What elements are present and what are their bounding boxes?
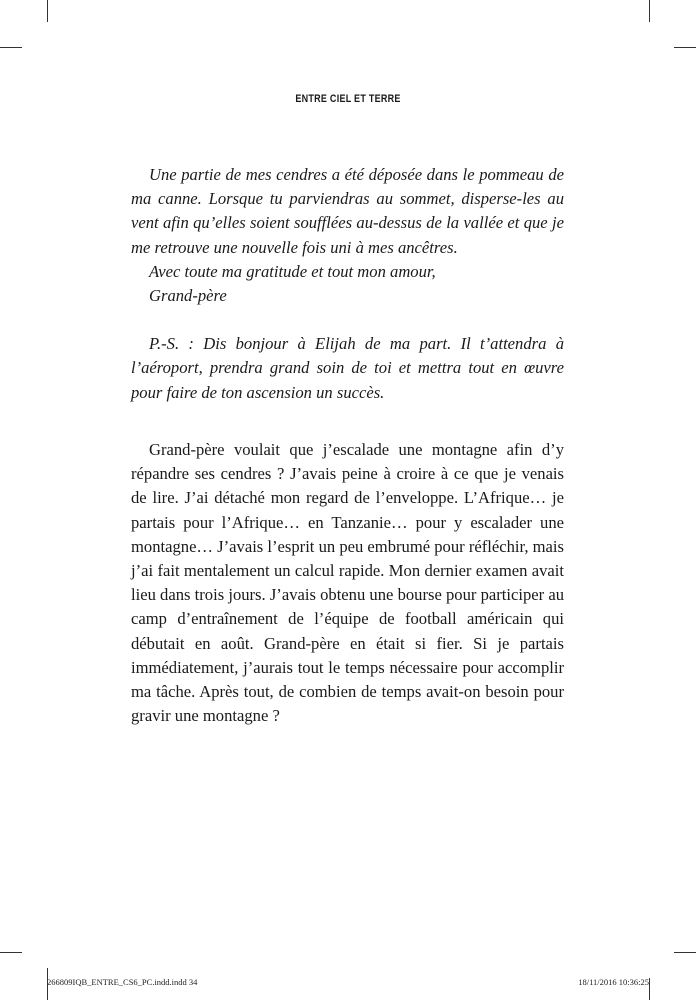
slug-file-name: 266809IQB_ENTRE_CS6_PC.indd.indd 34 xyxy=(47,977,198,987)
letter-signature: Grand-père xyxy=(149,286,227,306)
slug-timestamp: 18/11/2016 10:36:25 xyxy=(578,977,649,987)
letter-closing: Avec toute ma gratitude et tout mon amour, xyxy=(149,261,436,281)
body-text xyxy=(131,438,564,728)
crop-mark-bottom-right xyxy=(649,978,650,1000)
crop-mark-top-right xyxy=(649,0,650,22)
crop-mark-bottom-left-h xyxy=(0,952,22,953)
crop-mark-bottom-right-h xyxy=(674,952,696,953)
letter-paragraph: Une partie de mes cendres a été déposée dans le pommeau de ma canne. Lorsque tu parviendras au sommet, disperse-les au vent afin qu’elles soient soufflées au-dessus de la vallée et que je me retrouve une nouvelle fois uni à mes ancêtres. xyxy=(131,165,564,257)
crop-mark-top-right-h xyxy=(674,47,696,48)
letter-excerpt xyxy=(131,163,564,405)
running-head: ENTRE CIEL ET TERRE xyxy=(295,93,401,105)
crop-mark-top-left-h xyxy=(0,47,22,48)
letter-postscript: P.-S. : Dis bonjour à Elijah de ma part. Il t’attendra à l’aéroport, prendra grand soin de toi et mettra tout en œuvre pour faire de ton ascension un succès. xyxy=(131,334,564,402)
crop-mark-top-left xyxy=(47,0,48,22)
body-paragraph: Grand-père voulait que j’escalade une montagne afin d’y répandre ses cendres ? J’avais peine à croire à ce que je venais de lire. J’ai détaché mon regard de l’enveloppe. L’Afrique… je partais pour l’Afrique… en Tanzanie… pour y escalader une montagne… J’avais l’esprit un peu embrumé pour réfléchir, mais j’ai fait mentalement un calcul rapide. Mon dernier examen avait lieu dans trois jours. J’avais obtenu une bourse pour participer au camp d’entraînement de l’équipe de football américain qui débutait en août. Grand-père en était si fier. Si je partais immédiatement, j’aurais tout le temps nécessaire pour accomplir ma tâche. Après tout, de combien de temps avait-on besoin pour gravir une montagne ? xyxy=(131,440,564,726)
